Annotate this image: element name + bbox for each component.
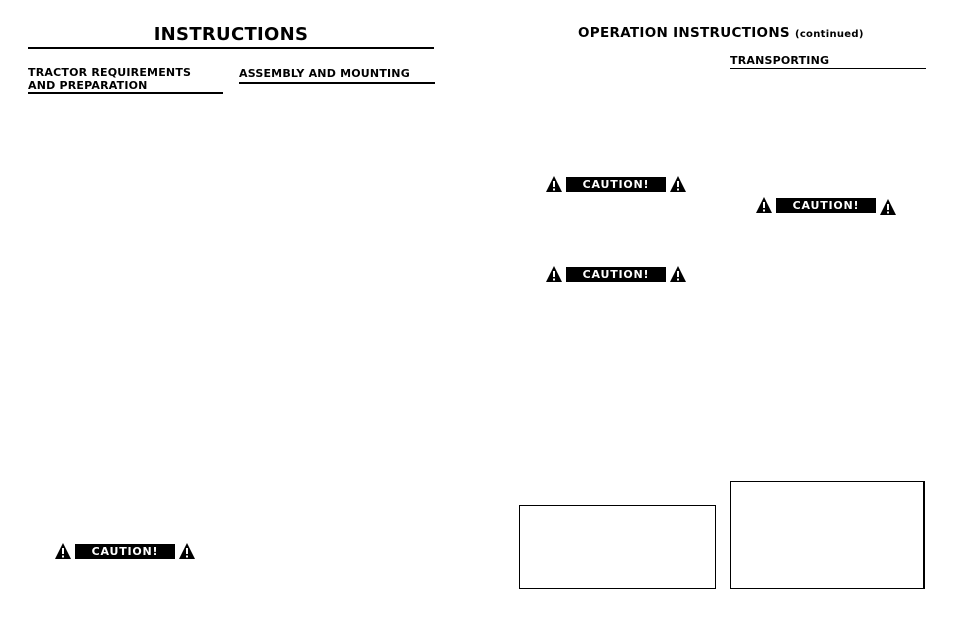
section-heading-transporting: TRANSPORTING [730,54,830,67]
page-title: INSTRUCTIONS [153,24,309,45]
caution-label: CAUTION! [566,267,666,282]
section-rule [730,68,926,69]
warning-triangle-icon [54,542,72,560]
section-rule [239,82,435,84]
warning-triangle-icon [669,175,687,193]
warning-triangle-icon [545,175,563,193]
warning-triangle-icon [669,265,687,283]
section-rule [28,92,223,94]
caution-banner [755,196,897,214]
caution-label: CAUTION! [75,544,175,559]
caution-banner [54,542,196,560]
heading-line: TRACTOR REQUIREMENTS [28,66,192,79]
note-box [519,505,716,589]
section-heading-assembly-mounting: ASSEMBLY AND MOUNTING [239,67,410,80]
heading-line: AND PREPARATION [28,79,148,92]
warning-triangle-icon [178,542,196,560]
title-text: OPERATION INSTRUCTIONS [578,25,790,41]
warning-triangle-icon [755,196,773,214]
title-suffix: (continued) [794,29,864,40]
caution-label: CAUTION! [566,177,666,192]
note-box [730,481,925,589]
caution-banner [545,175,687,193]
warning-triangle-icon [545,265,563,283]
caution-banner [545,265,687,283]
warning-triangle-icon [879,198,897,216]
page-title [578,25,864,41]
section-heading-tractor-requirements [28,66,228,92]
caution-label: CAUTION! [776,198,876,213]
title-rule [28,47,434,49]
